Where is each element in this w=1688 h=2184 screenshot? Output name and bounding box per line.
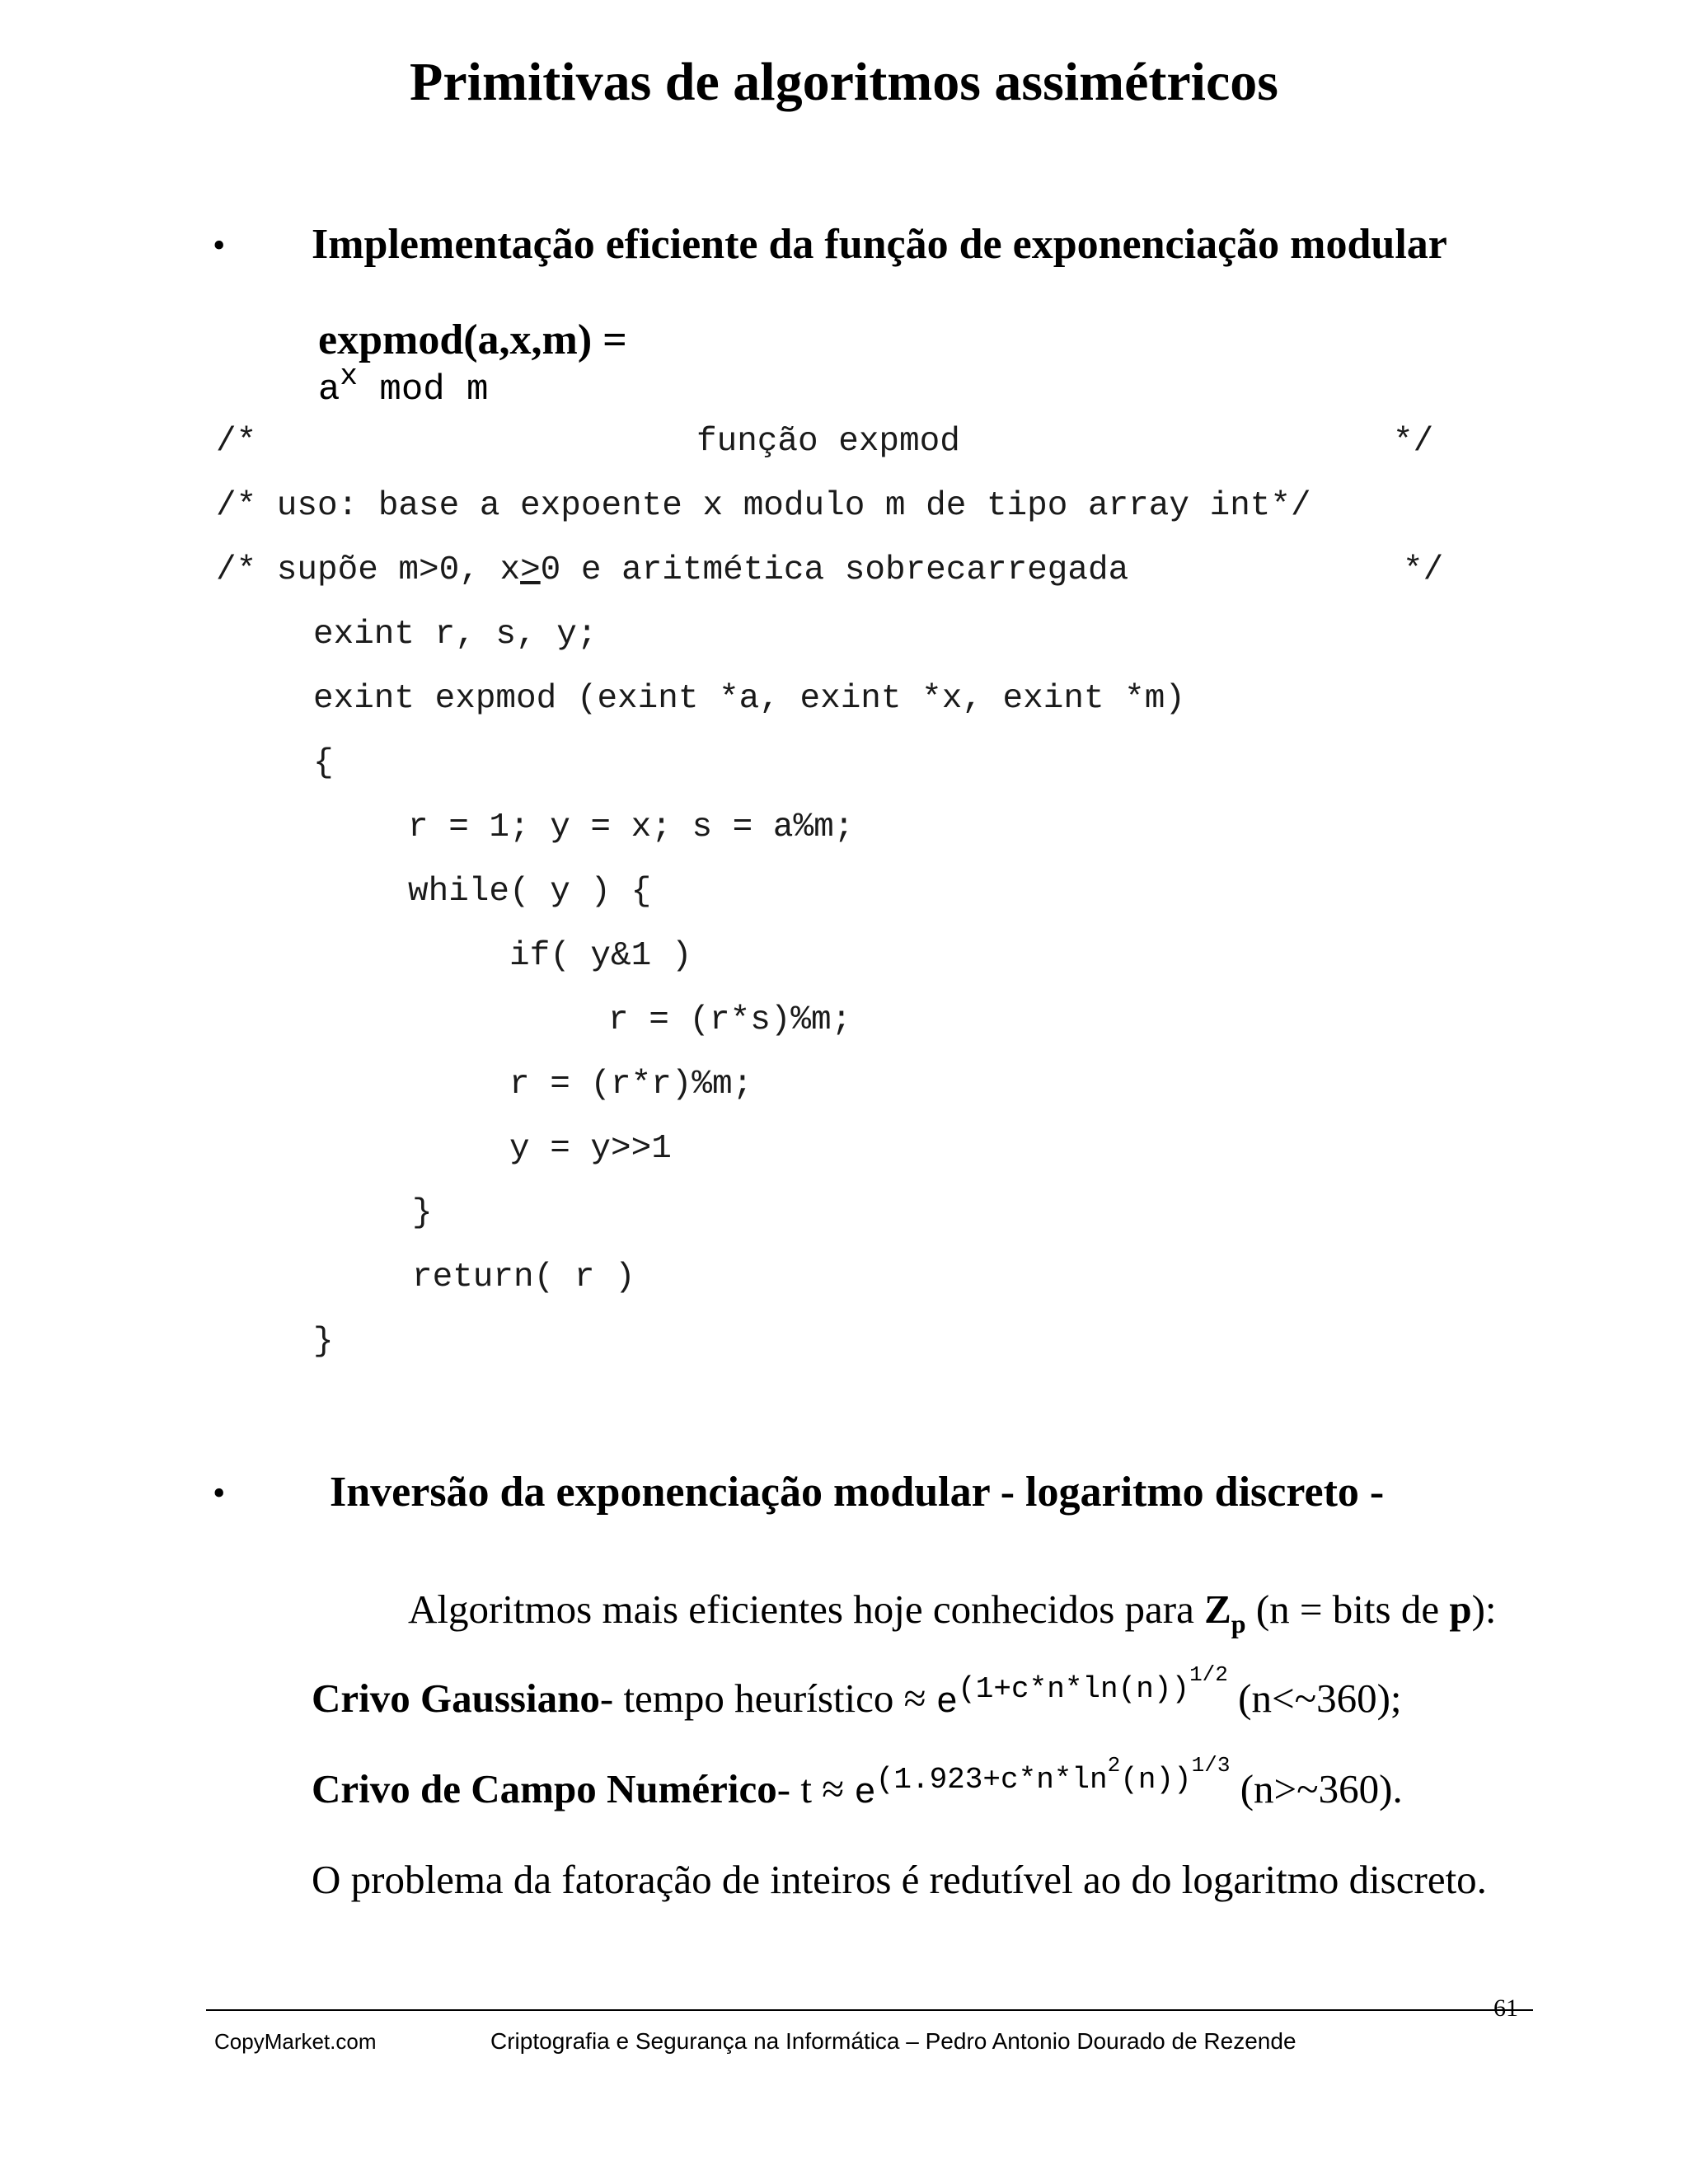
code-line: exint r, s, y; [313,616,598,654]
page-number: 61 [1493,1994,1518,2022]
formula-label: expmod(a,x,m) = [318,316,627,363]
formula-base: a [318,369,340,410]
code-comment-1b: função expmod [696,423,960,461]
nfs-exponent-b: (n)) [1120,1763,1192,1797]
code-line: exint expmod (exint *a, exint *x, exint *m) [313,680,1185,718]
code-line: while( y ) { [408,873,652,911]
footer-book-title: Criptografia e Segurança na Informática – Pedro Antonio Dourado de Rezende [490,2028,1296,2054]
footer-publisher: CopyMarket.com [214,2029,377,2054]
nfs-tail: (n>~360). [1230,1766,1403,1811]
code-comment-1c: */ [1393,423,1434,461]
nfs-exponent-a: (1.923+c*n*ln [875,1763,1108,1797]
code-comment-3 [216,547,1128,593]
gaussian-sieve-line [312,1662,1402,1735]
code-line: return( r ) [412,1258,635,1296]
conclusion-text: O problema da fatoração de inteiros é redutível ao do logaritmo discreto. [312,1857,1487,1902]
footer-divider [206,2009,1533,2011]
code-line: } [412,1194,433,1232]
intro-b: (n = bits de [1245,1586,1450,1632]
code-comment-2: /* uso: base a expoente x modulo m de tipo array int*/ [216,487,1311,525]
code-line: r = (r*s)%m; [608,1001,852,1039]
code-comment-1a: /* [216,423,257,461]
code-line: { [313,744,334,782]
nfs-square: 2 [1107,1753,1121,1778]
code-line: y = y>>1 [509,1130,672,1168]
number-field-sieve-line [312,1753,1403,1825]
nfs-text: - t ≈ [776,1766,855,1811]
bullet-1: • [213,225,226,265]
code-line: } [313,1323,334,1361]
nfs-e: e [854,1773,876,1814]
nfs-label: Crivo de Campo Numérico [312,1766,777,1811]
ge-symbol: > [520,551,541,589]
formula-exponent: x [340,359,359,393]
gaussian-label: Crivo Gaussiano [312,1675,600,1721]
page-title: Primitivas de algoritmos assimétricos [410,52,1278,112]
code-comment-3a: /* supõe m>0, x [216,551,521,589]
nfs-power: 1/3 [1191,1753,1231,1778]
intro-c: ): [1471,1586,1497,1632]
p-symbol: p [1449,1586,1472,1632]
gaussian-exponent: (1+c*n*ln(n)) [958,1672,1190,1706]
section2-heading: Inversão da exponenciação modular - logaritmo discreto - [330,1469,1385,1516]
intro-a: Algoritmos mais eficientes hoje conhecidos para [408,1586,1205,1632]
bullet-2: • [213,1473,226,1513]
expmod-formula [312,297,627,410]
code-comment-3c: */ [1403,551,1444,589]
zp-symbol: Z [1204,1586,1231,1632]
intro-text [408,1581,1497,1643]
formula-rest: mod m [358,369,489,410]
zp-subscript: p [1231,1609,1246,1638]
code-line: r = 1; y = x; s = a%m; [408,808,855,846]
gaussian-power: 1/2 [1189,1662,1228,1687]
code-line: r = (r*r)%m; [509,1066,753,1104]
gaussian-tail: (n<~360); [1227,1675,1402,1721]
code-line: if( y&1 ) [509,937,692,975]
gaussian-text: - tempo heurístico ≈ [599,1675,936,1721]
gaussian-e: e [935,1682,959,1723]
section1-heading: Implementação eficiente da função de exponenciação modular [312,221,1447,268]
code-comment-3b: 0 e aritmética sobrecarregada [540,551,1129,589]
